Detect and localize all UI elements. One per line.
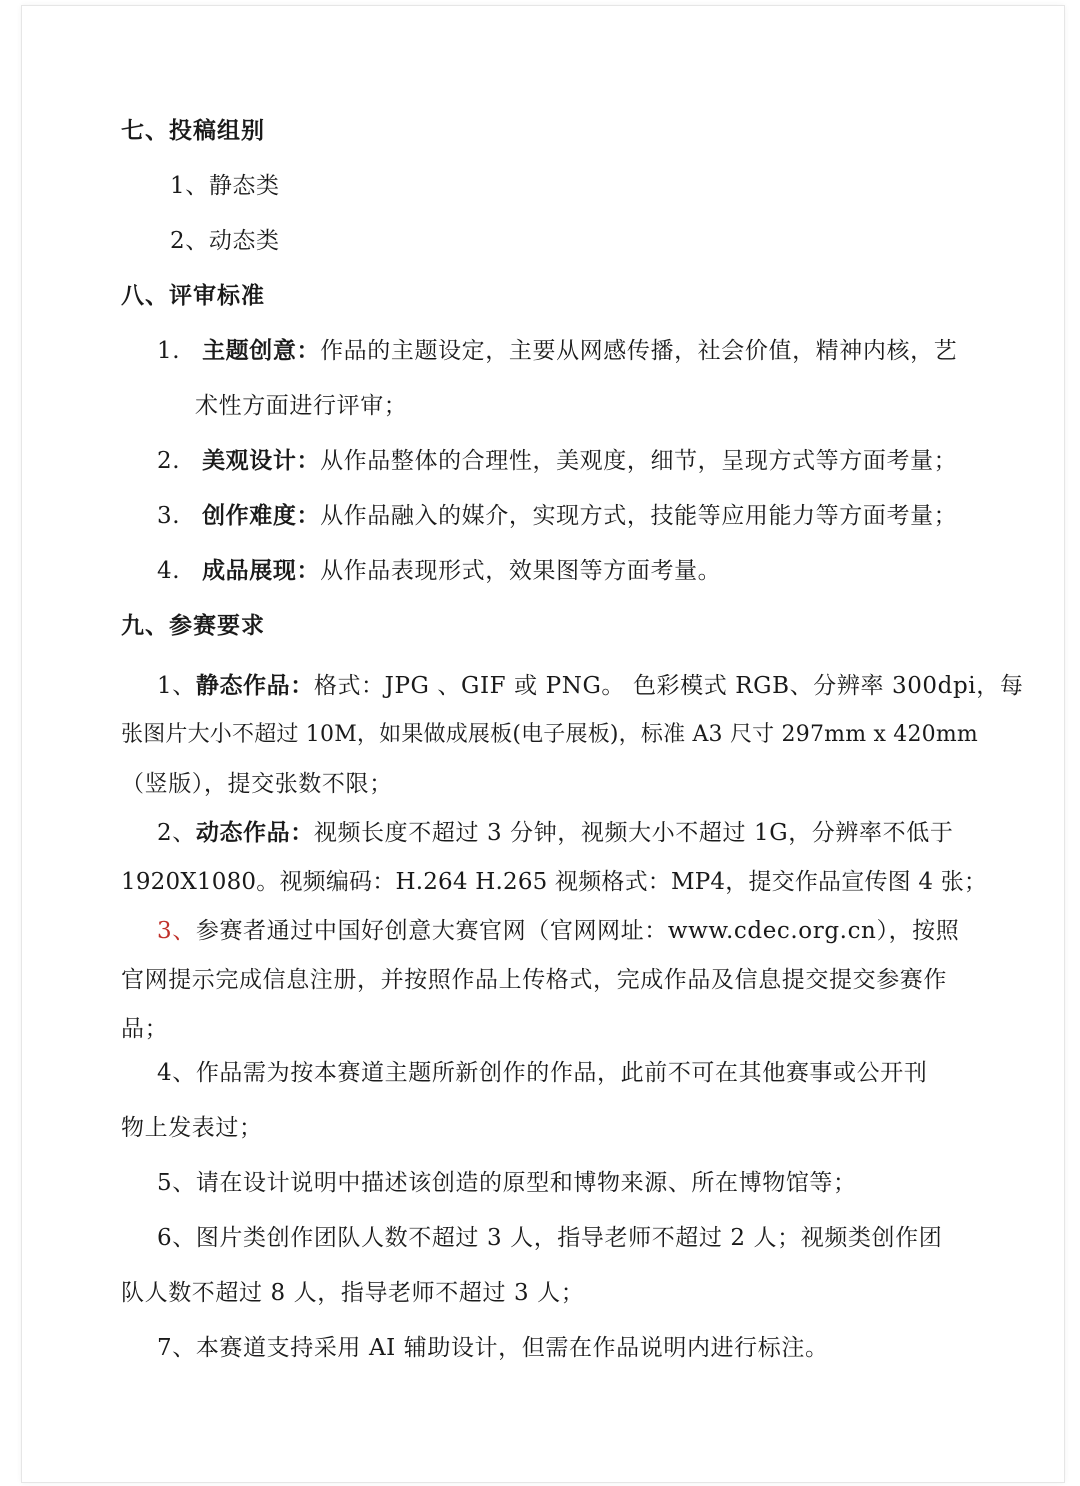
requirement-text-continued: 物上发表过； (121, 1115, 263, 1141)
requirement-text-continued: 官网提示完成信息注册，并按照作品上传格式，完成作品及信息提交提交参赛作 (121, 967, 947, 993)
requirement-label: 动态作品： (195, 819, 314, 846)
requirement-2 (157, 818, 953, 848)
criteria-item-3 (157, 501, 957, 531)
requirement-text-continued: 队人数不超过 8 人，指导老师不超过 3 人； (121, 1280, 585, 1306)
requirement-text-continued: 品； (121, 1016, 169, 1042)
criteria-label: 美观设计： (202, 447, 321, 474)
criteria-text: 从作品融入的媒介，实现方式，技能等应用能力等方面考量； (320, 503, 958, 529)
requirement-5: 5、请在设计说明中描述该创造的原型和博物来源、所在博物馆等； (157, 1170, 857, 1196)
criteria-label: 成品展现： (202, 557, 321, 584)
requirement-number: 2、 (157, 820, 196, 846)
criteria-label: 创作难度： (202, 502, 321, 529)
requirement-text: 视频长度不超过 3 分钟，视频大小不超过 1G，分辨率不低于 (313, 820, 954, 846)
list-item: 1、静态类 (170, 173, 280, 199)
requirement-7: 7、本赛道支持采用 AI 辅助设计，但需在作品说明内进行标注。 (157, 1335, 829, 1361)
criteria-number: 2. (157, 448, 181, 474)
criteria-text: 从作品表现形式，效果图等方面考量。 (320, 558, 722, 584)
criteria-text: 从作品整体的合理性，美观度，细节，呈现方式等方面考量； (320, 448, 958, 474)
requirement-text-continued: 1920X1080。视频编码：H.264 H.265 视频格式：MP4，提交作品宣传图 4 张； (121, 869, 988, 895)
criteria-text: 作品的主题设定，主要从网感传播，社会价值，精神内核，艺 (320, 338, 958, 364)
criteria-item-1 (157, 336, 957, 366)
criteria-text-continued: 术性方面进行评审； (195, 393, 408, 419)
requirement-1 (157, 671, 1023, 701)
section-heading-8: 八、评审标准 (121, 282, 265, 309)
criteria-label: 主题创意： (202, 337, 321, 364)
criteria-number: 3. (157, 503, 181, 529)
criteria-item-4 (157, 556, 721, 586)
requirement-text: 格式：JPG 、GIF 或 PNG。 色彩模式 RGB、分辨率 300dpi，每 (313, 673, 1024, 699)
requirement-4: 4、作品需为按本赛道主题所新创作的作品，此前不可在其他赛事或公开刊 (157, 1060, 928, 1086)
criteria-number: 1. (157, 338, 181, 364)
requirement-3 (157, 916, 959, 946)
requirement-6: 6、图片类创作团队人数不超过 3 人，指导老师不超过 2 人；视频类创作团 (157, 1225, 943, 1251)
section-heading-7: 七、投稿组别 (121, 117, 265, 144)
requirement-text-continued: （竖版），提交张数不限； (121, 771, 393, 797)
section-heading-9: 九、参赛要求 (121, 612, 265, 639)
requirement-text-continued: 张图片大小不超过 10M，如果做成展板(电子展板)，标准 A3 尺寸 297mm x 420mm (121, 722, 978, 747)
requirement-text: 参赛者通过中国好创意大赛官网（官网网址：www.cdec.org.cn），按照 (195, 918, 960, 944)
requirement-label: 静态作品： (195, 672, 314, 699)
requirement-number: 1、 (157, 673, 196, 699)
list-item: 2、动态类 (170, 228, 280, 254)
requirement-number: 3、 (157, 918, 196, 944)
criteria-number: 4. (157, 558, 181, 584)
criteria-item-2 (157, 446, 957, 476)
